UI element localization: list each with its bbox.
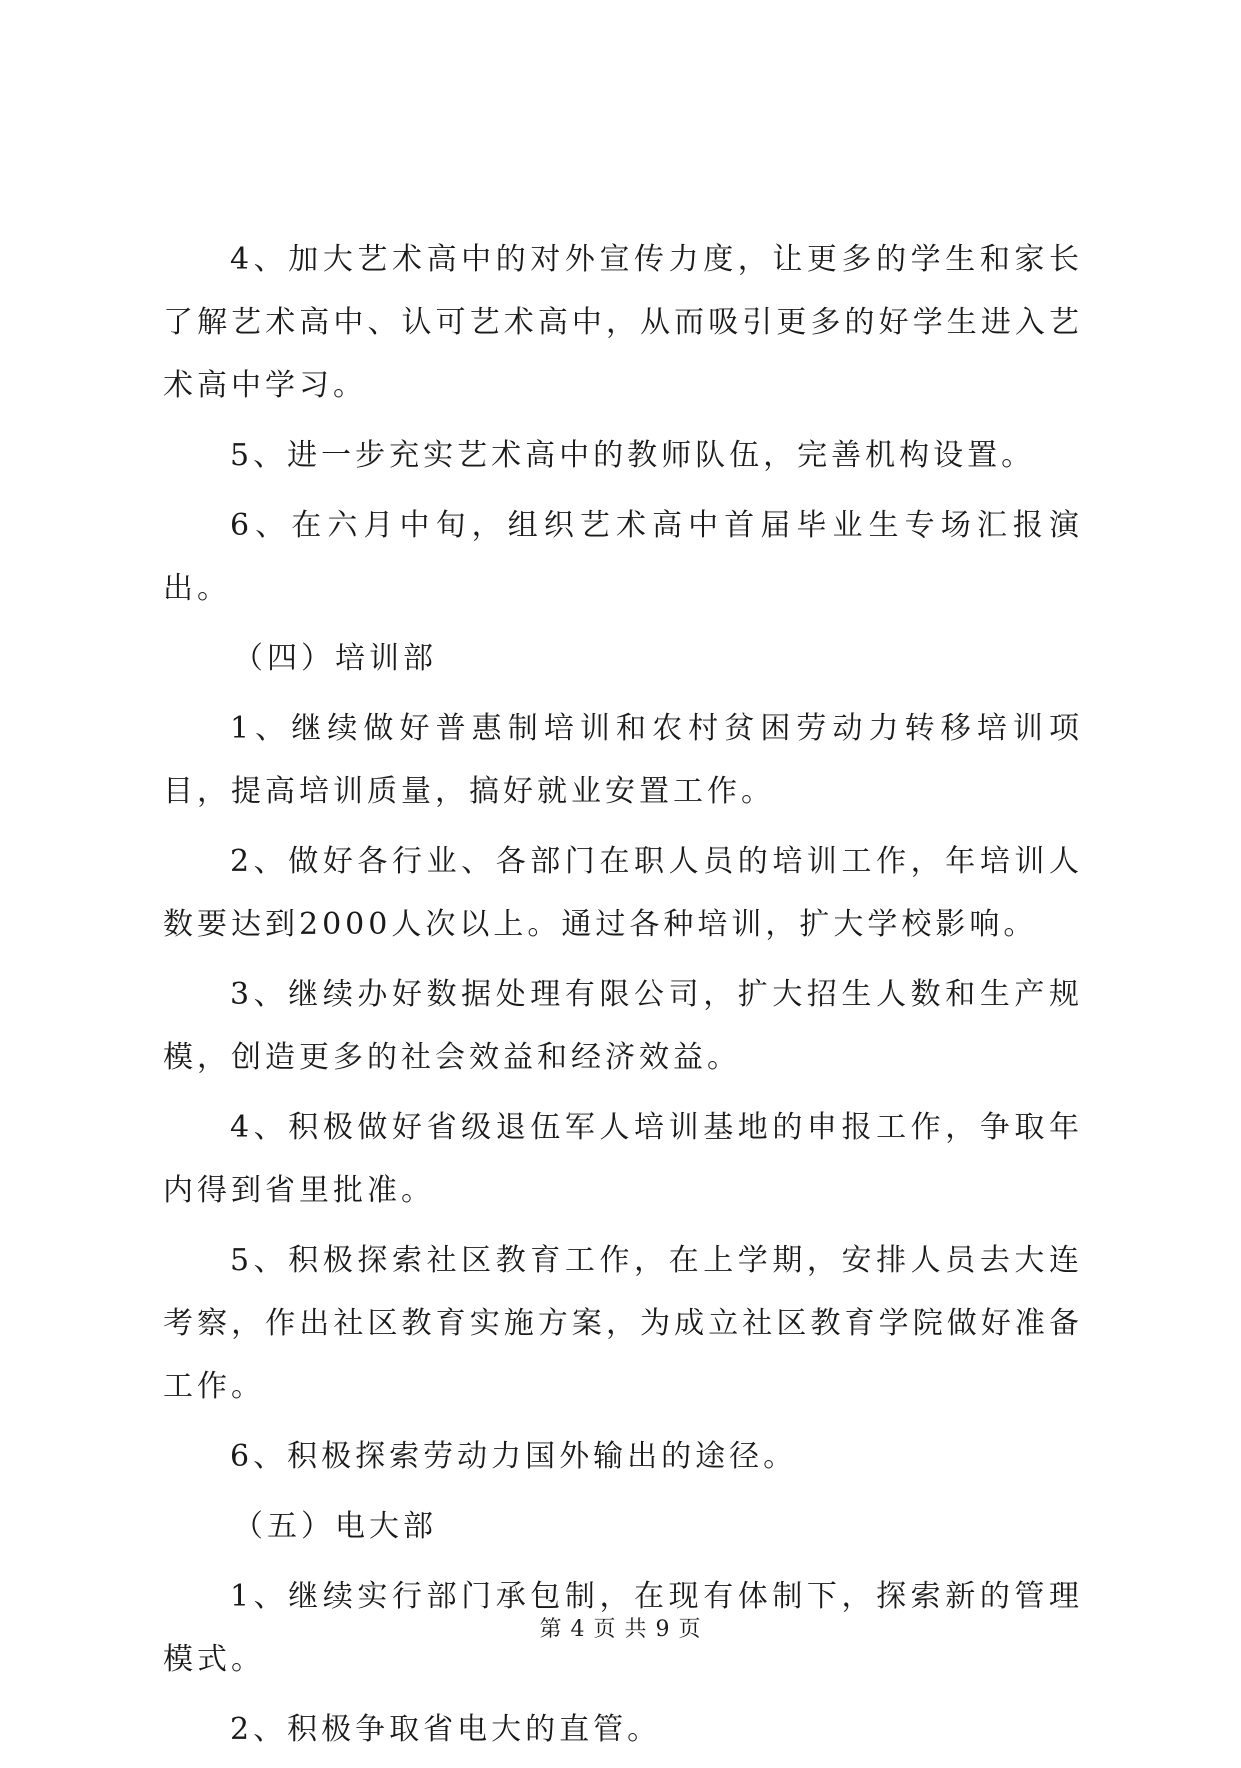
paragraph-training-item-6: 6、积极探索劳动力国外输出的途径。 xyxy=(230,1439,798,1474)
paragraph-tv-university-item-2: 2、积极争取省电大的直管。 xyxy=(230,1712,662,1747)
paragraph-art-high-school-publicity: 4、加大艺术高中的对外宣传力度，让更多的学生和家长了解艺术高中、认可艺术高中，从而吸引更多的好学生进入艺术高中学习。 xyxy=(163,242,1083,403)
paragraph-art-high-school-graduation-show: 6、在六月中旬，组织艺术高中首届毕业生专场汇报演出。 xyxy=(163,508,1083,606)
paragraph-training-item-3: 3、继续办好数据处理有限公司，扩大招生人数和生产规模，创造更多的社会效益和经济效益。 xyxy=(163,977,1083,1075)
section-heading-training-dept: （四）培训部 xyxy=(233,641,437,676)
paragraph-training-item-1: 1、继续做好普惠制培训和农村贫困劳动力转移培训项目，提高培训质量，搞好就业安置工作。 xyxy=(163,711,1083,809)
paragraph-training-item-5: 5、积极探索社区教育工作，在上学期，安排人员去大连考察，作出社区教育实施方案，为成立社区教育学院做好准备工作。 xyxy=(163,1243,1083,1404)
page-number-footer: 第 4 页 共 9 页 xyxy=(539,1617,702,1642)
paragraph-training-item-4: 4、积极做好省级退伍军人培训基地的申报工作，争取年内得到省里批准。 xyxy=(163,1110,1083,1208)
paragraph-art-high-school-teachers: 5、进一步充实艺术高中的教师队伍，完善机构设置。 xyxy=(230,438,1036,473)
paragraph-tv-university-item-1: 1、继续实行部门承包制，在现有体制下，探索新的管理模式。 xyxy=(163,1579,1083,1677)
paragraph-training-item-2: 2、做好各行业、各部门在职人员的培训工作，年培训人数要达到2000人次以上。通过各种培训，扩大学校影响。 xyxy=(163,844,1083,942)
document-body xyxy=(163,228,1083,1768)
section-heading-tv-university-dept: （五）电大部 xyxy=(233,1509,437,1544)
